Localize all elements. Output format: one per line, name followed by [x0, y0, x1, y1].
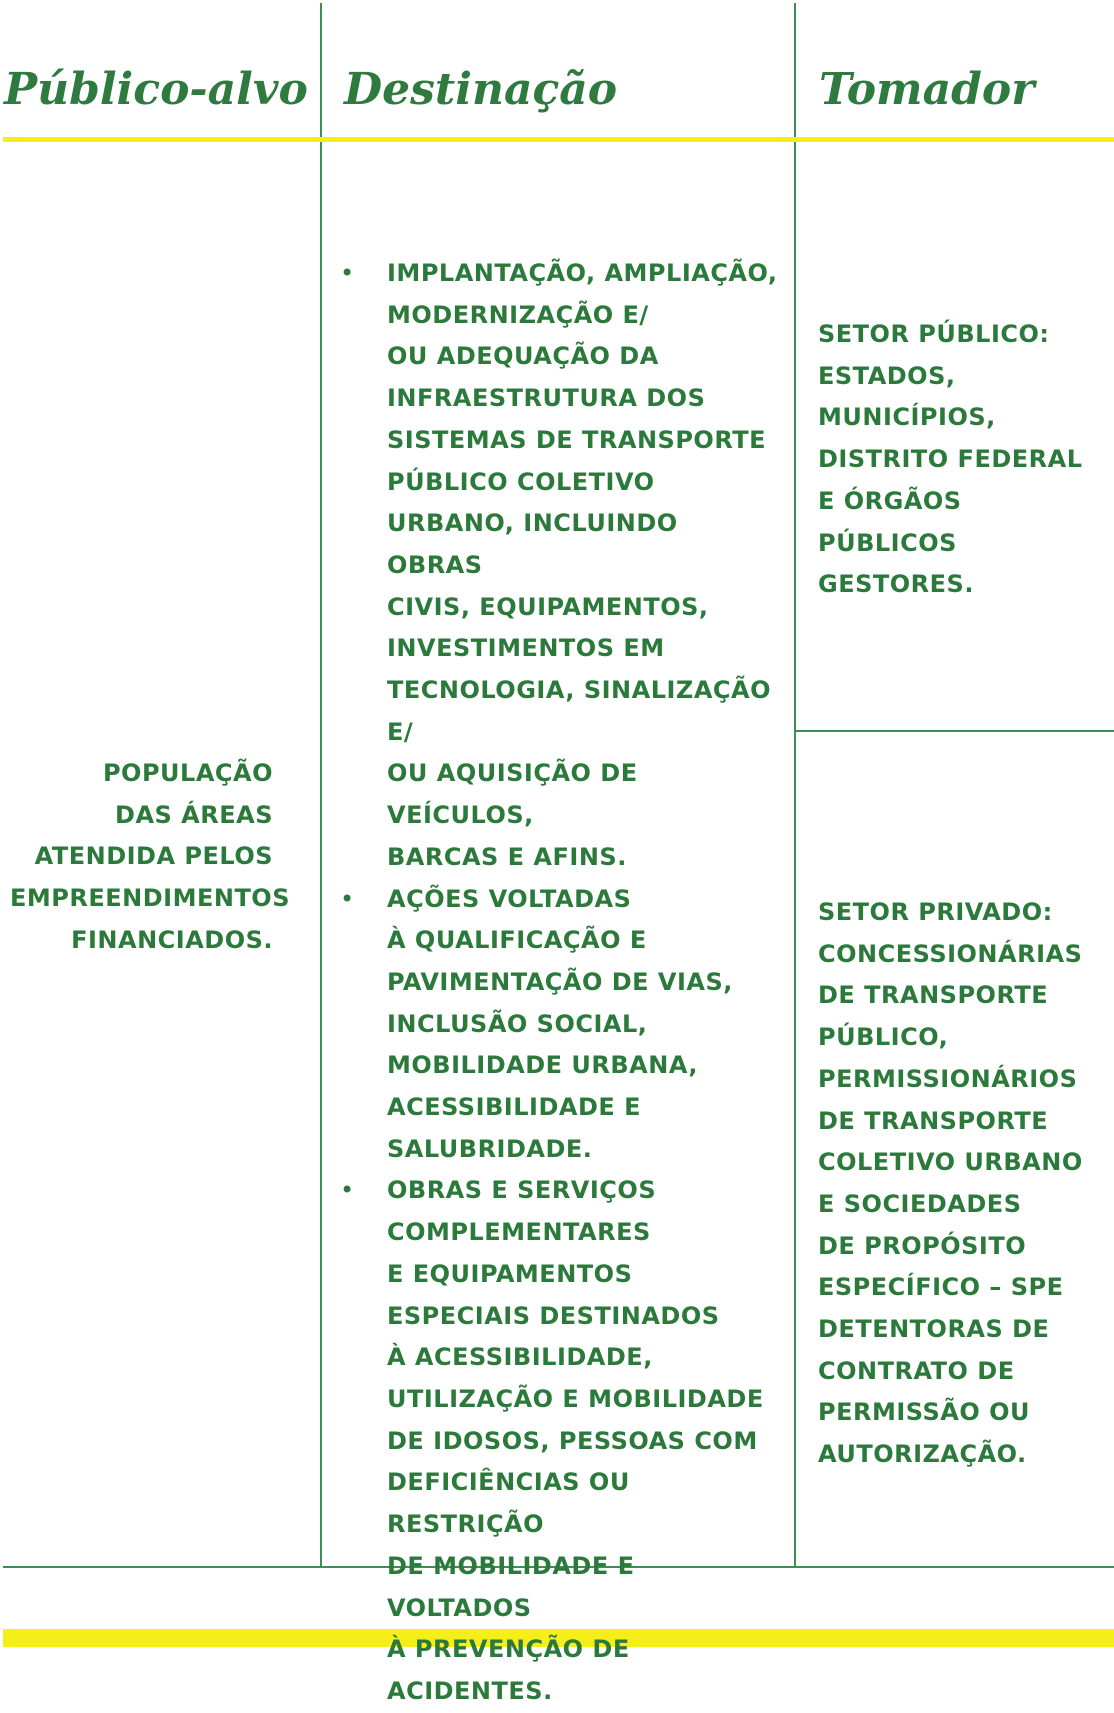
- column-divider-1: [320, 3, 322, 1567]
- list-item: [340, 879, 780, 1171]
- header-underline: [3, 137, 1114, 142]
- list-item: [340, 1170, 780, 1712]
- destinacao-item-text: AÇÕES VOLTADAS À QUALIFICAÇÃO E PAVIMENTAÇÃO DE VIAS, INCLUSÃO SOCIAL, MOBILIDADE URBANA, ACESSIBILIDADE E SALUBRIDADE.: [387, 884, 733, 1163]
- header-destinacao: Destinação: [344, 64, 618, 115]
- tomador-setor-publico: SETOR PÚBLICO: ESTADOS, MUNICÍPIOS, DISTRITO FEDERAL E ÓRGÃOS PÚBLICOS GESTORES.: [818, 320, 1083, 599]
- tomador-setor-privado: SETOR PRIVADO: CONCESSIONÁRIAS DE TRANSPORTE PÚBLICO, PERMISSIONÁRIOS DE TRANSPORTE COLETIVO URBANO E SOCIEDADES DE PROPÓSITO ESPECÍFICO – SPE DETENTORAS DE CONTRATO DE PERMISSÃO OU AUTORIZAÇÃO.: [818, 898, 1083, 1469]
- destinacao-item-text: IMPLANTAÇÃO, AMPLIAÇÃO, MODERNIZAÇÃO E/ OU ADEQUAÇÃO DA INFRAESTRUTURA DOS SISTEMAS DE TRANSPORTE PÚBLICO COLETIVO URBANO, INCLUINDO OBRAS CIVIS, EQUIPAMENTOS, INVESTIMENTOS EM TECNOLOGIA, SINALIZAÇÃO E/ OU AQUISIÇÃO DE VEÍCULOS, BARCAS E AFINS.: [387, 259, 778, 871]
- destinacao-item-text: OBRAS E SERVIÇOS COMPLEMENTARES E EQUIPAMENTOS ESPECIAIS DESTINADOS À ACESSIBILIDADE, UTILIZAÇÃO E MOBILIDADE DE IDOSOS, PESSOAS COM DEFICIÊNCIAS OU RESTRIÇÃO DE MOBILIDADE E VOLTADOS À PREVENÇÃO DE ACIDENTES.: [387, 1176, 764, 1705]
- header-tomador: Tomador: [819, 64, 1035, 115]
- publico-alvo-text: POPULAÇÃO DAS ÁREAS ATENDIDA PELOS EMPREENDIMENTOS FINANCIADOS.: [10, 759, 290, 954]
- list-item: [340, 253, 780, 879]
- bullet-icon: •: [340, 884, 355, 913]
- header-publico-alvo: Público-alvo: [4, 64, 308, 115]
- column-divider-2: [794, 3, 796, 1567]
- bullet-icon: •: [340, 259, 355, 287]
- tomador-row-divider: [794, 730, 1114, 732]
- bullet-icon: •: [340, 1176, 355, 1205]
- destinacao-list: [340, 253, 780, 1713]
